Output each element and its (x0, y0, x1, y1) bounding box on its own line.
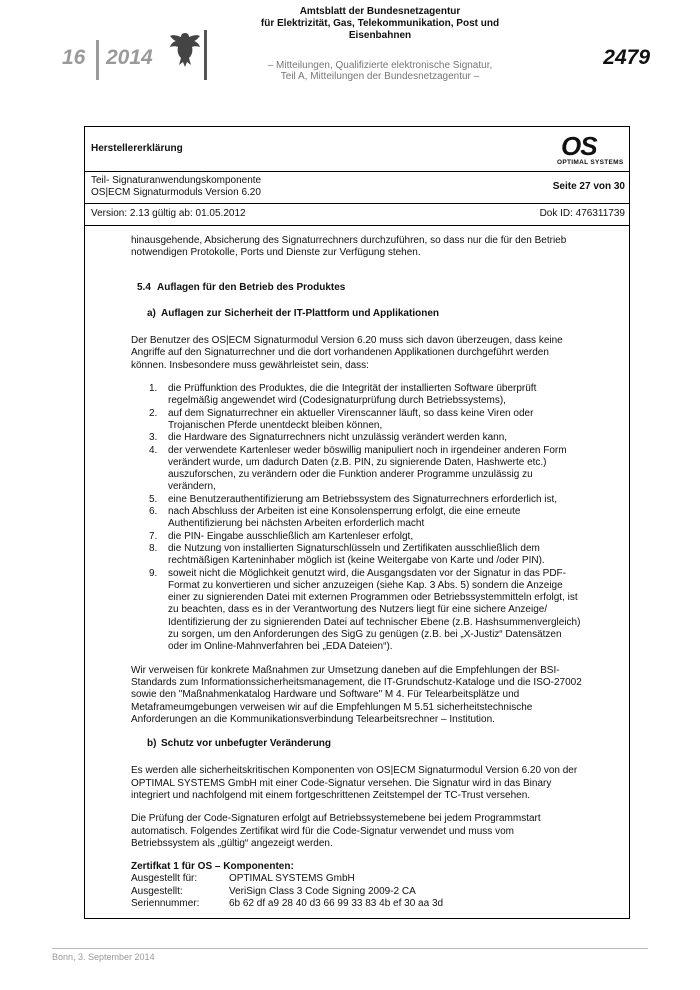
certificate-row (131, 898, 583, 910)
subsection-b-heading: b) Schutz vor unbefugter Veränderung (147, 738, 332, 750)
header-divider-2 (204, 30, 207, 80)
list-item (131, 568, 583, 654)
optimal-systems-logo: OS OPTIMAL SYSTEMS (557, 131, 624, 166)
certificate-value: VeriSign Class 3 Code Signing 2009-2 CA (229, 885, 416, 897)
certificate-label: Ausgestellt für: (131, 873, 198, 885)
list-item (131, 408, 583, 433)
page-info: Seite 27 von 30 (552, 181, 625, 192)
subsection-a-heading: a) Auflagen zur Sicherheit der IT-Plattform und Applikationen (147, 307, 439, 319)
list-item-text: die Nutzung von installierten Signaturschlüsseln und Zertifikaten ausschließlich dem rechtmäßigen Karteninhaber möglich ist (keine Weitergabe von Karte und /oder PIN). (168, 542, 545, 567)
list-item-number: 1. (149, 383, 158, 395)
list-item (131, 383, 583, 408)
list-item (131, 531, 583, 543)
list-item-number: 8. (149, 542, 158, 554)
page-number: 2479 (603, 46, 650, 69)
header-divider (96, 40, 99, 80)
certificate-row (131, 886, 583, 898)
document-body (131, 235, 583, 910)
requirements-list (131, 383, 583, 654)
issue-number: 16 (62, 46, 86, 69)
section-heading: 5.4 Auflagen für den Betrieb des Produktes (137, 281, 346, 293)
paragraph-a2: Wir verweisen für konkrete Maßnahmen zur Umsetzung daneben auf die Empfehlungen der BSI-Standards zum Informationssicherheitsmanagement, die IT-Grundschutz-Kataloge und die ISO-27002 sowie den "Maßnahmenkatalog Hardware und Software" M 4. Für Telearbeitsplätze und Metaframeumgebungen verweisen wir auf die Empfehlungen M 5.51 sicherheitstechnische Anforderungen an die Kommunikationsverbindung Telearbeitsrechner – Institution. (131, 664, 582, 725)
federal-eagle-icon (168, 30, 202, 70)
list-item-text: auf dem Signaturrechner ein aktueller Virenscanner läuft, so dass keine Viren oder Trojanischen Pferde unentdeckt bleiben können, (168, 407, 534, 431)
list-item (131, 432, 583, 444)
list-item (131, 543, 583, 568)
certificate-label: Seriennummer: (131, 898, 200, 910)
paragraph-b2: Die Prüfung der Code-Signaturen erfolgt auf Betriebssystemebene bei jedem Programmstart automatisch. Folgendes Zertifikat wird für die Code-Signatur verwendet und muss vom Betriebssystem als „gültig“ angezeigt werden. (131, 813, 541, 849)
list-item-number: 7. (149, 530, 158, 542)
doc-version: Version: 2.13 gültig ab: 01.05.2012 (91, 208, 246, 219)
gazette-title: Amtsblatt der Bundesnetzagentur für Elektrizität, Gas, Telekommunikation, Post und Eisenbahnen (260, 6, 500, 41)
paragraph-b1: Es werden alle sicherheitskritischen Komponenten von OS|ECM Signaturmodul Version 6.20 von der OPTIMAL SYSTEMS GmbH mit einer Code-Signatur versehen. Die Signatur wird in das Binary integriert und nachfolgend mit einem fortgeschrittenen Zeitstempel der TC-Trust versehen. (131, 765, 578, 801)
certificate-label: Ausgestellt: (131, 885, 183, 897)
footer-date: Bonn, 3. September 2014 (52, 952, 155, 962)
list-item-number: 6. (149, 506, 158, 518)
list-item-text: die PIN- Eingabe ausschließlich am Kartenleser erfolgt, (168, 530, 414, 542)
list-item-number: 4. (149, 444, 158, 456)
product-name: Teil- Signaturanwendungskomponente OS|ECM Signaturmoduls Version 6.20 (91, 175, 262, 198)
list-item-text: die Prüffunktion des Produktes, die die Integrität der installierten Software überprüft regelmäßig angewendet wird (Codesignaturprüfung durch Betriebssystems), (168, 383, 537, 407)
certificate-row (131, 873, 583, 885)
issue-year: 2014 (106, 46, 153, 69)
paragraph-a1: Der Benutzer des OS|ECM Signaturmodul Version 6.20 muss sich davon überzeugen, dass keine Angriffe auf den Signaturrechner und die dort vorhandenen Applikationen durchgeführt werden können. Insbesondere muss gewährleistet sein, dass: (131, 335, 563, 371)
list-item-number: 5. (149, 493, 158, 505)
footer-divider (52, 948, 648, 949)
certificate-value: OPTIMAL SYSTEMS GmbH (229, 873, 355, 885)
doc-id: Dok ID: 476311739 (539, 208, 625, 219)
list-item (131, 494, 583, 506)
gazette-subtitle: – Mitteilungen, Qualifizierte elektronische Signatur, Teil A, Mitteilungen der Bundesnetzagentur – (267, 60, 493, 82)
doc-header-row-2 (85, 171, 629, 204)
list-item-text: nach Abschluss der Arbeiten ist eine Konsolensperrung erfolgt, die eine erneute Authentifizierung bei nächsten Arbeiten erforderlich macht (168, 506, 521, 530)
certificate-table (131, 873, 583, 910)
certificate-title: Zertifkat 1 für OS – Komponenten: (131, 861, 294, 873)
document-frame (84, 126, 630, 919)
doc-type: Herstellererklärung (91, 143, 183, 154)
list-item (131, 445, 583, 494)
list-item-number: 3. (149, 432, 158, 444)
doc-header-row-3 (85, 203, 629, 226)
list-item-text: die Hardware des Signaturrechners nicht unzulässig verändert werden kann, (168, 432, 508, 444)
list-item-number: 2. (149, 407, 158, 419)
list-item (131, 506, 583, 531)
intro-paragraph: hinausgehende, Absicherung des Signaturrechners durchzuführen, so dass nur die für den Betrieb notwendigen Protokolle, Ports und Dienste zur Verfügung stehen. (131, 235, 567, 259)
list-item-text: eine Benutzerauthentifizierung am Betriebssystem des Signaturrechners erforderlich ist, (168, 493, 558, 505)
doc-header-row-1 (85, 127, 629, 172)
list-item-number: 9. (149, 567, 158, 579)
certificate-value: 6b 62 df a9 28 40 d3 66 99 33 83 4b ef 30 aa 3d (229, 898, 444, 910)
list-item-text: der verwendete Kartenleser weder böswillig manipuliert noch in irgendeiner anderen Form verändert wurde, um dadurch Daten (z.B. PIN, zu signierende Daten, Hashwerte etc.) auszuforschen, zu verändern oder die Funktion anderer Programme unzulässig zu verändern, (168, 444, 567, 493)
list-item-text: soweit nicht die Möglichkeit genutzt wird, die Ausgangsdaten vor der Signatur in das PDF-Format zu konvertieren und sicher anzuzeigen (siehe Kap. 3 Abs. 5) sondern die Anzeige einer zu signierenden Datei mit externen Programmen oder Betriebssystemmitteln erfolgt, ist zu beachten, dass es in der Verantwortung des Nutzers liegt für eine sichere Anzeige/ Identifizierung der zu signierenden Datei auf technischer Ebene (z.B. Hashsummenvergleich) zu sorgen, um den Anforderungen des SigG zu genügen (z.B. bei „X-Justiz“ Datensätzen oder im Online-Mahnverfahren bei „EDA Dateien“). (168, 567, 581, 653)
